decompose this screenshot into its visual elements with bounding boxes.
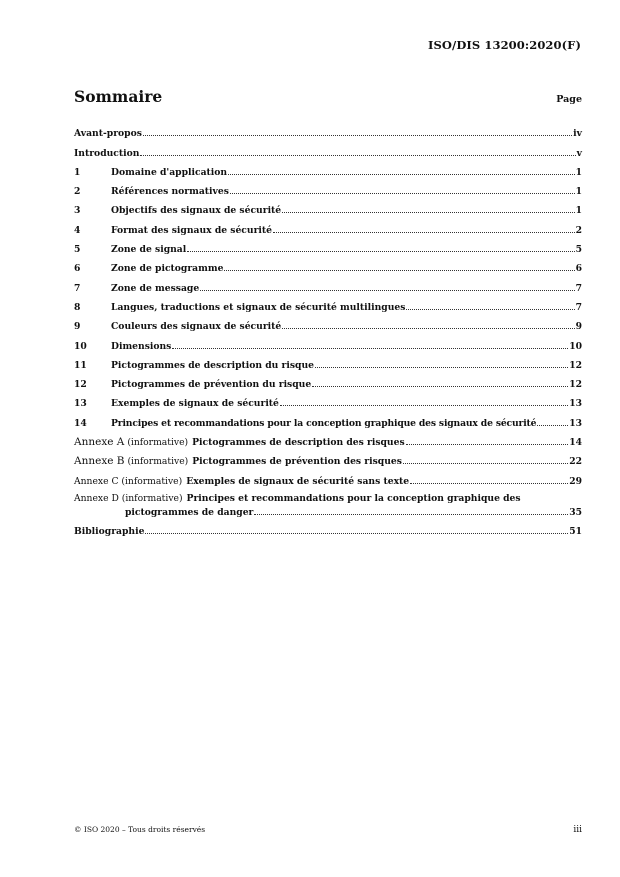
leader-dots <box>282 328 574 329</box>
toc-entry-label: Bibliographie <box>74 525 145 537</box>
annex-type: (informative) <box>127 456 189 468</box>
toc-entry-label: Couleurs des signaux de sécurité <box>111 321 282 333</box>
toc-entry-label: Avant-propos <box>74 128 142 140</box>
leader-dots <box>187 251 574 252</box>
toc-entry-label: Références normatives <box>111 186 229 198</box>
toc-entry-label: Pictogrammes de prévention des risques <box>192 456 402 468</box>
toc-entry-avant-propos[interactable] <box>74 120 582 139</box>
toc-entry-number: 10 <box>74 340 87 352</box>
leader-dots <box>228 174 575 175</box>
toc-entry-page: 5 <box>575 244 582 256</box>
leader-dots <box>280 405 568 406</box>
toc-entry-label: Langues, traductions et signaux de sécurité multilingues <box>111 301 406 313</box>
toc-entry-9[interactable] <box>74 313 582 332</box>
toc-page-column-header: Page <box>556 94 582 105</box>
toc-entry-label: Domaine d'application <box>111 166 228 178</box>
annex-id: Annexe C <box>74 475 119 487</box>
toc-entry-page: 9 <box>575 321 582 333</box>
toc-entry-bibliographie[interactable] <box>74 518 582 537</box>
leader-dots <box>200 290 574 291</box>
toc-entry-page: 13 <box>569 398 582 410</box>
leader-dots <box>406 444 569 445</box>
toc-entry-5[interactable] <box>74 236 582 255</box>
toc-entry-6[interactable] <box>74 255 582 274</box>
toc-entry-number: 8 <box>74 301 81 313</box>
toc-entry-number: 4 <box>74 224 81 236</box>
toc-entry-14[interactable] <box>74 409 582 428</box>
leader-dots <box>140 155 575 156</box>
toc-entry-10[interactable] <box>74 332 582 351</box>
toc-entry-page: 1 <box>575 186 582 198</box>
toc-entry-page: v <box>576 147 582 159</box>
annex-id: Annexe D <box>74 492 119 504</box>
toc-entry-label: Pictogrammes de description des risques <box>192 437 405 449</box>
leader-dots <box>230 193 575 194</box>
annex-prefix <box>74 476 182 487</box>
toc-entry-label: Objectifs des signaux de sécurité <box>111 205 282 217</box>
page-footer <box>74 825 582 835</box>
toc-entry-page: 7 <box>575 282 582 294</box>
toc-entry-page: 12 <box>569 379 582 391</box>
toc-entry-page: 1 <box>575 166 582 178</box>
toc-entry-line <box>74 493 582 504</box>
leader-dots <box>315 367 568 368</box>
toc-entry-number: 9 <box>74 321 81 333</box>
toc-entry-page: 1 <box>575 205 582 217</box>
toc-entry-number: 3 <box>74 205 81 217</box>
leader-dots <box>403 463 568 464</box>
annex-type: (informative) <box>127 437 189 449</box>
toc-entry-3[interactable] <box>74 197 582 216</box>
leader-dots <box>254 514 568 515</box>
annex-prefix <box>74 493 183 504</box>
toc-entry-4[interactable] <box>74 216 582 235</box>
leader-dots <box>282 212 574 213</box>
annex-prefix <box>74 455 188 467</box>
toc-entry-label: Zone de pictogramme <box>111 263 224 275</box>
toc-entry-label: Exemples de signaux de sécurité <box>111 398 279 410</box>
toc-entry-page: 29 <box>569 475 582 487</box>
leader-dots <box>537 425 568 426</box>
toc-entry-annex-c[interactable] <box>74 467 582 486</box>
toc-entry-12[interactable] <box>74 371 582 390</box>
leader-dots <box>312 386 568 387</box>
leader-dots <box>172 348 568 349</box>
annex-id: Annexe A <box>74 436 125 449</box>
toc-title: Sommaire <box>74 87 163 106</box>
toc-entry-label: Exemples de signaux de sécurité sans texte <box>186 475 410 487</box>
toc-entry-8[interactable] <box>74 294 582 313</box>
toc-entry-page: 13 <box>569 417 582 429</box>
toc-entry-number: 12 <box>74 379 87 391</box>
toc-entry-page: 6 <box>575 263 582 275</box>
leader-dots <box>145 533 568 534</box>
table-of-contents <box>74 120 582 537</box>
toc-entry-number: 1 <box>74 166 81 178</box>
toc-entry-introduction[interactable] <box>74 139 582 158</box>
toc-entry-page: iv <box>573 128 582 140</box>
annex-id: Annexe B <box>74 455 125 468</box>
toc-entry-label: Zone de message <box>111 282 200 294</box>
page-number: iii <box>573 825 582 835</box>
toc-header <box>74 87 582 106</box>
toc-entry-number: 6 <box>74 263 81 275</box>
toc-entry-label: Zone de signal <box>111 244 187 256</box>
leader-dots <box>143 135 572 136</box>
toc-entry-label: Pictogrammes de description du risque <box>111 359 314 371</box>
toc-entry-label: Pictogrammes de prévention du risque <box>111 379 312 391</box>
toc-entry-line <box>74 504 582 518</box>
toc-entry-2[interactable] <box>74 178 582 197</box>
copyright-notice: © ISO 2020 – Tous droits réservés <box>74 825 206 834</box>
annex-type: (informative) <box>121 492 183 504</box>
toc-entry-page: 35 <box>569 506 582 518</box>
toc-entry-label: Principes et recommandations pour la conception graphique des signaux de sécurité <box>111 417 537 429</box>
toc-entry-number: 2 <box>74 186 81 198</box>
toc-entry-annex-a[interactable] <box>74 429 582 448</box>
leader-dots <box>224 270 574 271</box>
toc-entry-label: Dimensions <box>111 340 172 352</box>
toc-entry-page: 12 <box>569 359 582 371</box>
toc-entry-label: Introduction <box>74 147 140 159</box>
leader-dots <box>273 232 575 233</box>
toc-entry-page: 22 <box>569 456 582 468</box>
toc-entry-number: 14 <box>74 417 87 429</box>
toc-entry-page: 2 <box>575 224 582 236</box>
toc-entry-number: 13 <box>74 398 87 410</box>
toc-entry-13[interactable] <box>74 390 582 409</box>
toc-entry-1[interactable] <box>74 159 582 178</box>
toc-entry-page: 14 <box>569 437 582 449</box>
toc-entry-page: 51 <box>569 525 582 537</box>
toc-entry-page: 10 <box>569 340 582 352</box>
toc-entry-annex-b[interactable] <box>74 448 582 467</box>
toc-entry-label: Principes et recommandations pour la conception graphique des <box>186 492 521 504</box>
toc-entry-page: 7 <box>575 301 582 313</box>
toc-entry-annex-d[interactable] <box>74 487 582 518</box>
toc-entry-number: 7 <box>74 282 81 294</box>
toc-entry-number: 5 <box>74 244 81 256</box>
leader-dots <box>406 309 574 310</box>
toc-entry-11[interactable] <box>74 352 582 371</box>
document-identifier: ISO/DIS 13200:2020(F) <box>428 38 581 52</box>
annex-type: (informative) <box>121 475 183 487</box>
toc-entry-label-continued: pictogrammes de danger <box>125 506 254 518</box>
annex-prefix <box>74 436 188 448</box>
toc-entry-number: 11 <box>74 359 87 371</box>
toc-entry-7[interactable] <box>74 274 582 293</box>
toc-entry-label: Format des signaux de sécurité <box>111 224 273 236</box>
leader-dots <box>410 483 568 484</box>
